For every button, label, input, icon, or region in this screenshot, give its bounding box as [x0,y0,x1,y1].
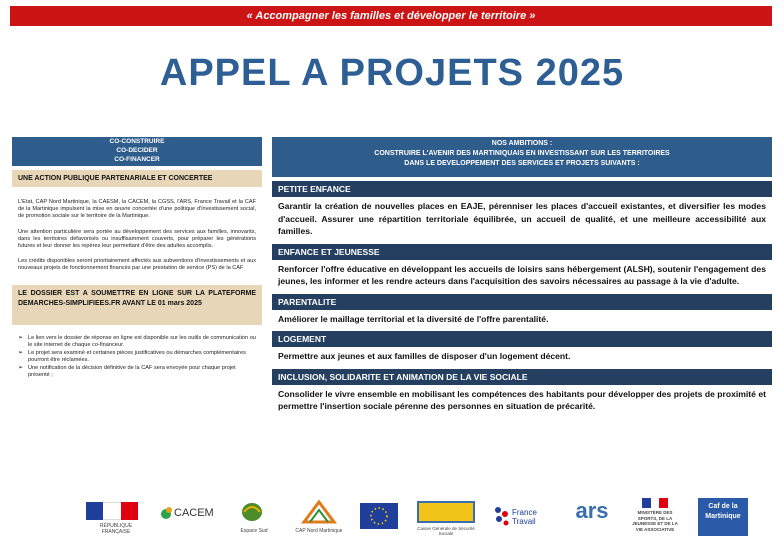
credits-paragraph: Les crédits disponibles seront prioritairement affectés aux subventions d'investissements et aux nouveaux projets de fonctionnement financés par une prestation de service (PS) de la CAF [18,258,256,272]
ambitions-header [272,137,772,177]
section-title-enfance-jeunesse: ENFANCE ET JEUNESSE [272,244,772,260]
section-text-inclusion: Consolider le vivre ensemble en mobilisant les compétences des habitants pour développer des projets de proximité et permettre l'insertion sociale pérenne des personnes en situation de précarité. [278,388,766,411]
tagline-banner: « Accompagner les familles et développer le territoire » [10,6,772,26]
ambitions-line: NOS AMBITIONS : [491,140,553,147]
cgss-logo [416,498,476,538]
page-title: APPEL A PROJETS 2025 [159,52,625,94]
bullet-item: ➢ Le lien vers le dossier de réponse en ligne est disponible sur les outils de communication ou le site internet de chaque co-financeur. [28,335,256,349]
ministere-logo [630,498,680,538]
france-travail-logo [490,498,554,538]
france-travail-mark-icon [490,502,514,532]
section-title-petite-enfance: PETITE ENFANCE [272,181,772,197]
cap-nord-mark-icon [292,498,346,526]
espace-sud-mark-icon [232,498,276,526]
republique-label: RÉPUBLIQUE FRANÇAISE [99,523,133,535]
info-bullets [12,335,262,379]
left-column [12,137,262,380]
submission-notice: LE DOSSIER EST A SOUMETTRE EN LIGNE SUR LA PLATEFORME DEMARCHES-SIMPLIFIEES.FR AVANT LE 01 mars 2025 [12,285,262,325]
eu-flag-logo [360,498,398,538]
ambitions-line: DANS LE DEVELOPPEMENT DES SERVICES ET PROJETS SUIVANTS : [404,160,640,167]
caf-badge [698,498,748,536]
eu-flag-icon [360,503,398,529]
section-text-parentalite: Améliorer le maillage territorial et la diversité de l'offre parentalité. [278,313,549,324]
section-text-logement: Permettre aux jeunes et aux familles de disposer d'un logement décent. [278,351,571,361]
sections-column [272,181,772,419]
espace-sud-label: Espace Sud [240,528,268,534]
section-text-petite-enfance: Garantir la création de nouvelles places en EAJE, pérenniser les places d'accueil existantes, et diversifier les modes d'accueil. Assurer une répartition territoriale équilibrée, un accueil de qualité, et une meilleure accessibilité aux familles. [278,201,766,236]
ministere-label: MINISTÈRE DES SPORTS, DE LA JEUNESSE ET DE LA VIE ASSOCIATIVE [632,510,678,532]
cacem-logo [158,498,218,538]
cap-nord-label: CAP Nord Martinique [295,528,343,534]
caf-label: Caf de la Martinique [705,503,741,520]
cgss-label: Caisse Générale de Sécurité Sociale [417,526,475,536]
cgss-mark-icon [416,500,476,524]
ars-label: ars [575,498,609,523]
intro-paragraph: L'Etat, CAP Nord Martinique, la CAESM, la CACEM, la CGSS, l'ARS, France Travail et la CAF de la Martinique impulsent la mise en œuvre concertée d'une politique d'investissement social, de promotion sociale sur le territoire de la Martinique. [18,199,256,220]
attention-paragraph: Une attention particulière sera portée au développement des services aux familles, innovants, dans les territoires défavorisés ou insuffisamment couverts, pour préparer les générations futures et leur donner les repères leur permettant d'être des adultes accomplis. [18,228,256,250]
ministere-flag-icon [642,498,668,508]
ambitions-line: CONSTRUIRE L'AVENIR DES MARTINIQUAIS EN INVESTISSANT SUR LES TERRITOIRES [374,150,670,157]
cap-nord-logo [292,498,346,538]
espace-sud-logo [232,498,276,538]
partner-logos [86,498,776,538]
partnership-heading: UNE ACTION PUBLIQUE PARTENARIALE ET CONCERTEE [12,170,262,187]
france-travail-label: France Travail [512,508,537,526]
cacem-label: CACEM [174,507,214,519]
bullet-item: ➢ Le projet sera examiné et certaines pièces justificatives ou démarches complémentaires pourront être réclamées. [28,350,256,364]
co-box [12,137,262,166]
co-line: CO-DECIDER [116,147,158,154]
republique-francaise-logo [86,498,146,538]
section-title-logement: LOGEMENT [272,331,772,347]
bullet-item: ➢ Une notification de la décision définitive de la CAF sera envoyée pour chaque projet présenté ; [28,365,256,379]
section-title-inclusion: INCLUSION, SOLIDARITE ET ANIMATION DE LA VIE SOCIALE [272,369,772,385]
french-flag-icon [86,502,138,520]
ars-logo [562,498,622,538]
caf-logo [698,498,748,538]
co-line: CO-CONSTRUIRE [109,138,165,145]
section-text-enfance-jeunesse: Renforcer l'offre éducative en développant les accueils de loisirs sans hébergement (ALSH), soutenir l'engagement des jeunes, les informer et les rendre acteurs dans l'acquisition des savoirs nécessaires au passage à la vie d'adulte. [278,263,766,286]
co-line: CO-FINANCER [114,156,160,163]
section-title-parentalite: PARENTALITE [272,294,772,310]
